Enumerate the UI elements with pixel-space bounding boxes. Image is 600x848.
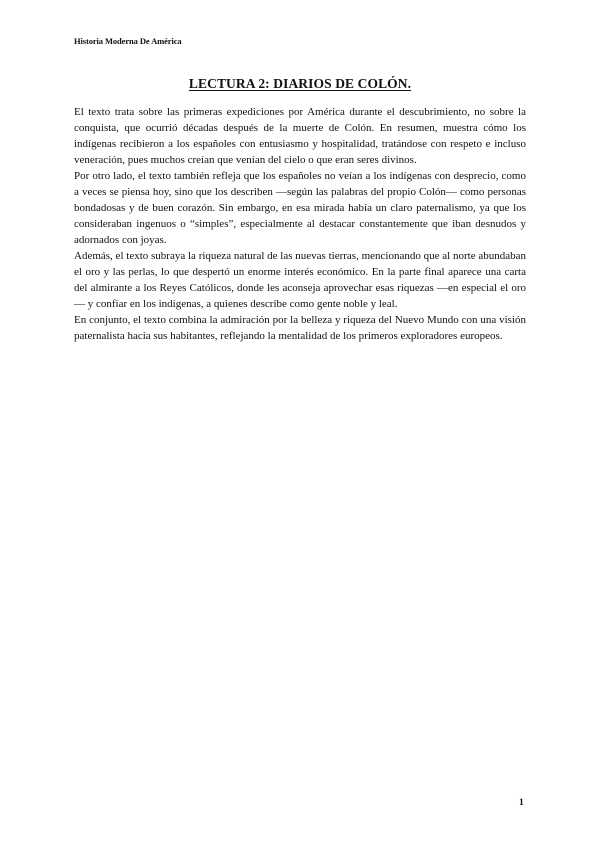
paragraph: Por otro lado, el texto también refleja que los españoles no veían a los indígenas con desprecio, como a veces se piensa hoy, sino que los describen —según las palabras del propio Colón— como personas bondadosas y de buen corazón. Sin embargo, en esa mirada había un claro paternalismo, ya que los consideraban ingenuos o “simples”, especialmente al destacar constantemente que iban desnudos y adornados con joyas.: [74, 170, 526, 246]
page-number: 1: [519, 798, 524, 808]
paragraph: El texto trata sobre las primeras expediciones por América durante el descubrimiento, no sobre la conquista, que ocurrió décadas después de la muerte de Colón. En resumen, muestra cómo los indígenas recibieron a los españoles con entusiasmo y hospitalidad, tratándose con respeto e incluso veneración, pues muchos creían que venían del cielo o que eran seres divinos.: [74, 106, 526, 166]
running-header: Historia Moderna De América: [74, 36, 182, 46]
document-body: [74, 104, 526, 344]
document-title: LECTURA 2: DIARIOS DE COLÓN.: [188, 76, 412, 91]
paragraph: En conjunto, el texto combina la admiración por la belleza y riqueza del Nuevo Mundo con una visión paternalista hacia sus habitantes, reflejando la mentalidad de los primeros exploradores europeos.: [74, 314, 526, 342]
paragraph: Además, el texto subraya la riqueza natural de las nuevas tierras, mencionando que al norte abundaban el oro y las perlas, lo que despertó un enorme interés económico. En la parte final aparece una carta del almirante a los Reyes Católicos, donde les aconseja aprovechar esas riquezas —en especial el oro— y confiar en los indígenas, a quienes describe como gente noble y leal.: [74, 250, 526, 310]
